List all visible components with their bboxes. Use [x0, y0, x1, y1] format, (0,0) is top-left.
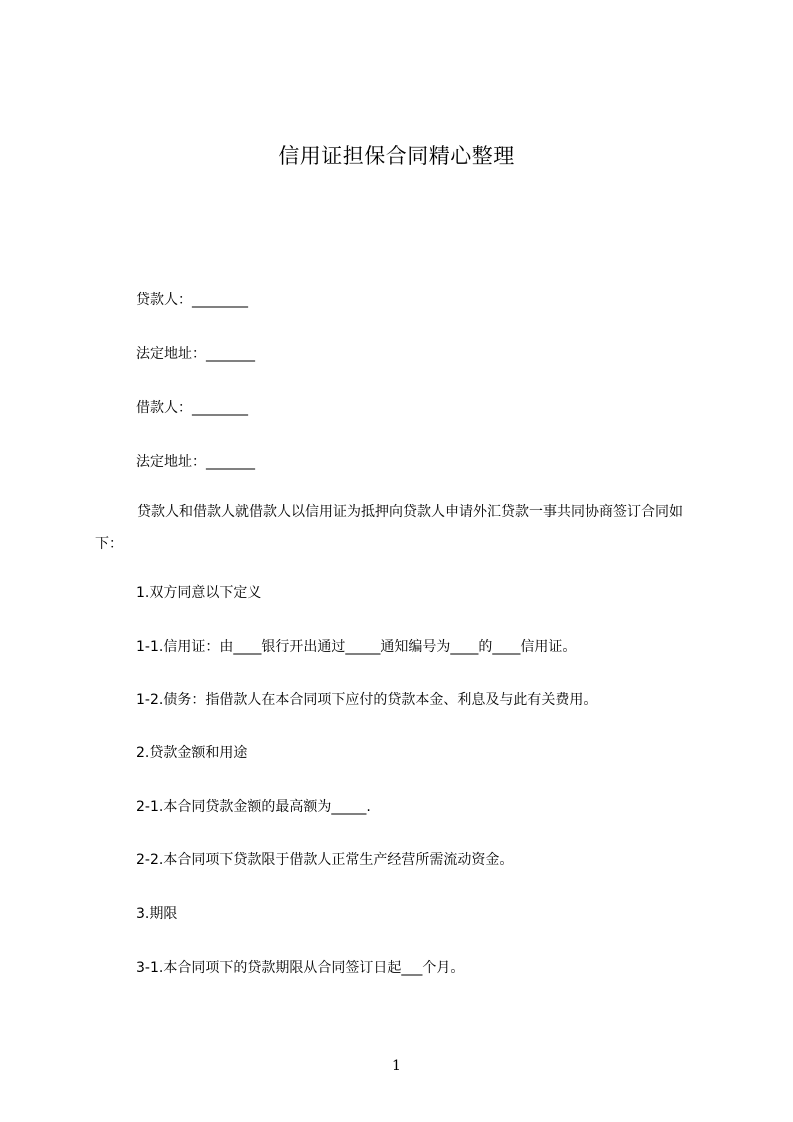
clause-3-heading: 3.期限: [136, 906, 178, 922]
clause-1-2: 1-2.债务：指借款人在本合同项下应付的贷款本金、利息及与此有关费用。: [136, 692, 598, 708]
clause-2-2: 2-2.本合同项下贷款限于借款人正常生产经营所需流动资金。: [136, 852, 514, 868]
document-title: 信用证担保合同精心整理: [278, 144, 515, 168]
borrower-line: 借款人：________: [136, 400, 248, 416]
lender-address-line: 法定地址：_______: [136, 346, 255, 362]
page-number: 1: [392, 1058, 401, 1074]
lender-line: 贷款人：________: [136, 292, 248, 308]
clause-1-heading: 1.双方同意以下定义: [136, 585, 262, 601]
clause-2-1: 2-1.本合同贷款金额的最高额为_____.: [136, 799, 371, 815]
borrower-address-line: 法定地址：_______: [136, 454, 255, 470]
clause-1-1: 1-1.信用证：由____银行开出通过_____通知编号为____的____信用证。: [136, 639, 577, 655]
clause-2-heading: 2.贷款金额和用途: [136, 745, 248, 761]
intro-paragraph: 贷款人和借款人就借款人以信用证为抵押向贷款人申请外汇贷款一事共同协商签订合同如下：: [95, 504, 683, 552]
clause-3-1: 3-1.本合同项下的贷款期限从合同签订日起___个月。: [136, 960, 465, 976]
